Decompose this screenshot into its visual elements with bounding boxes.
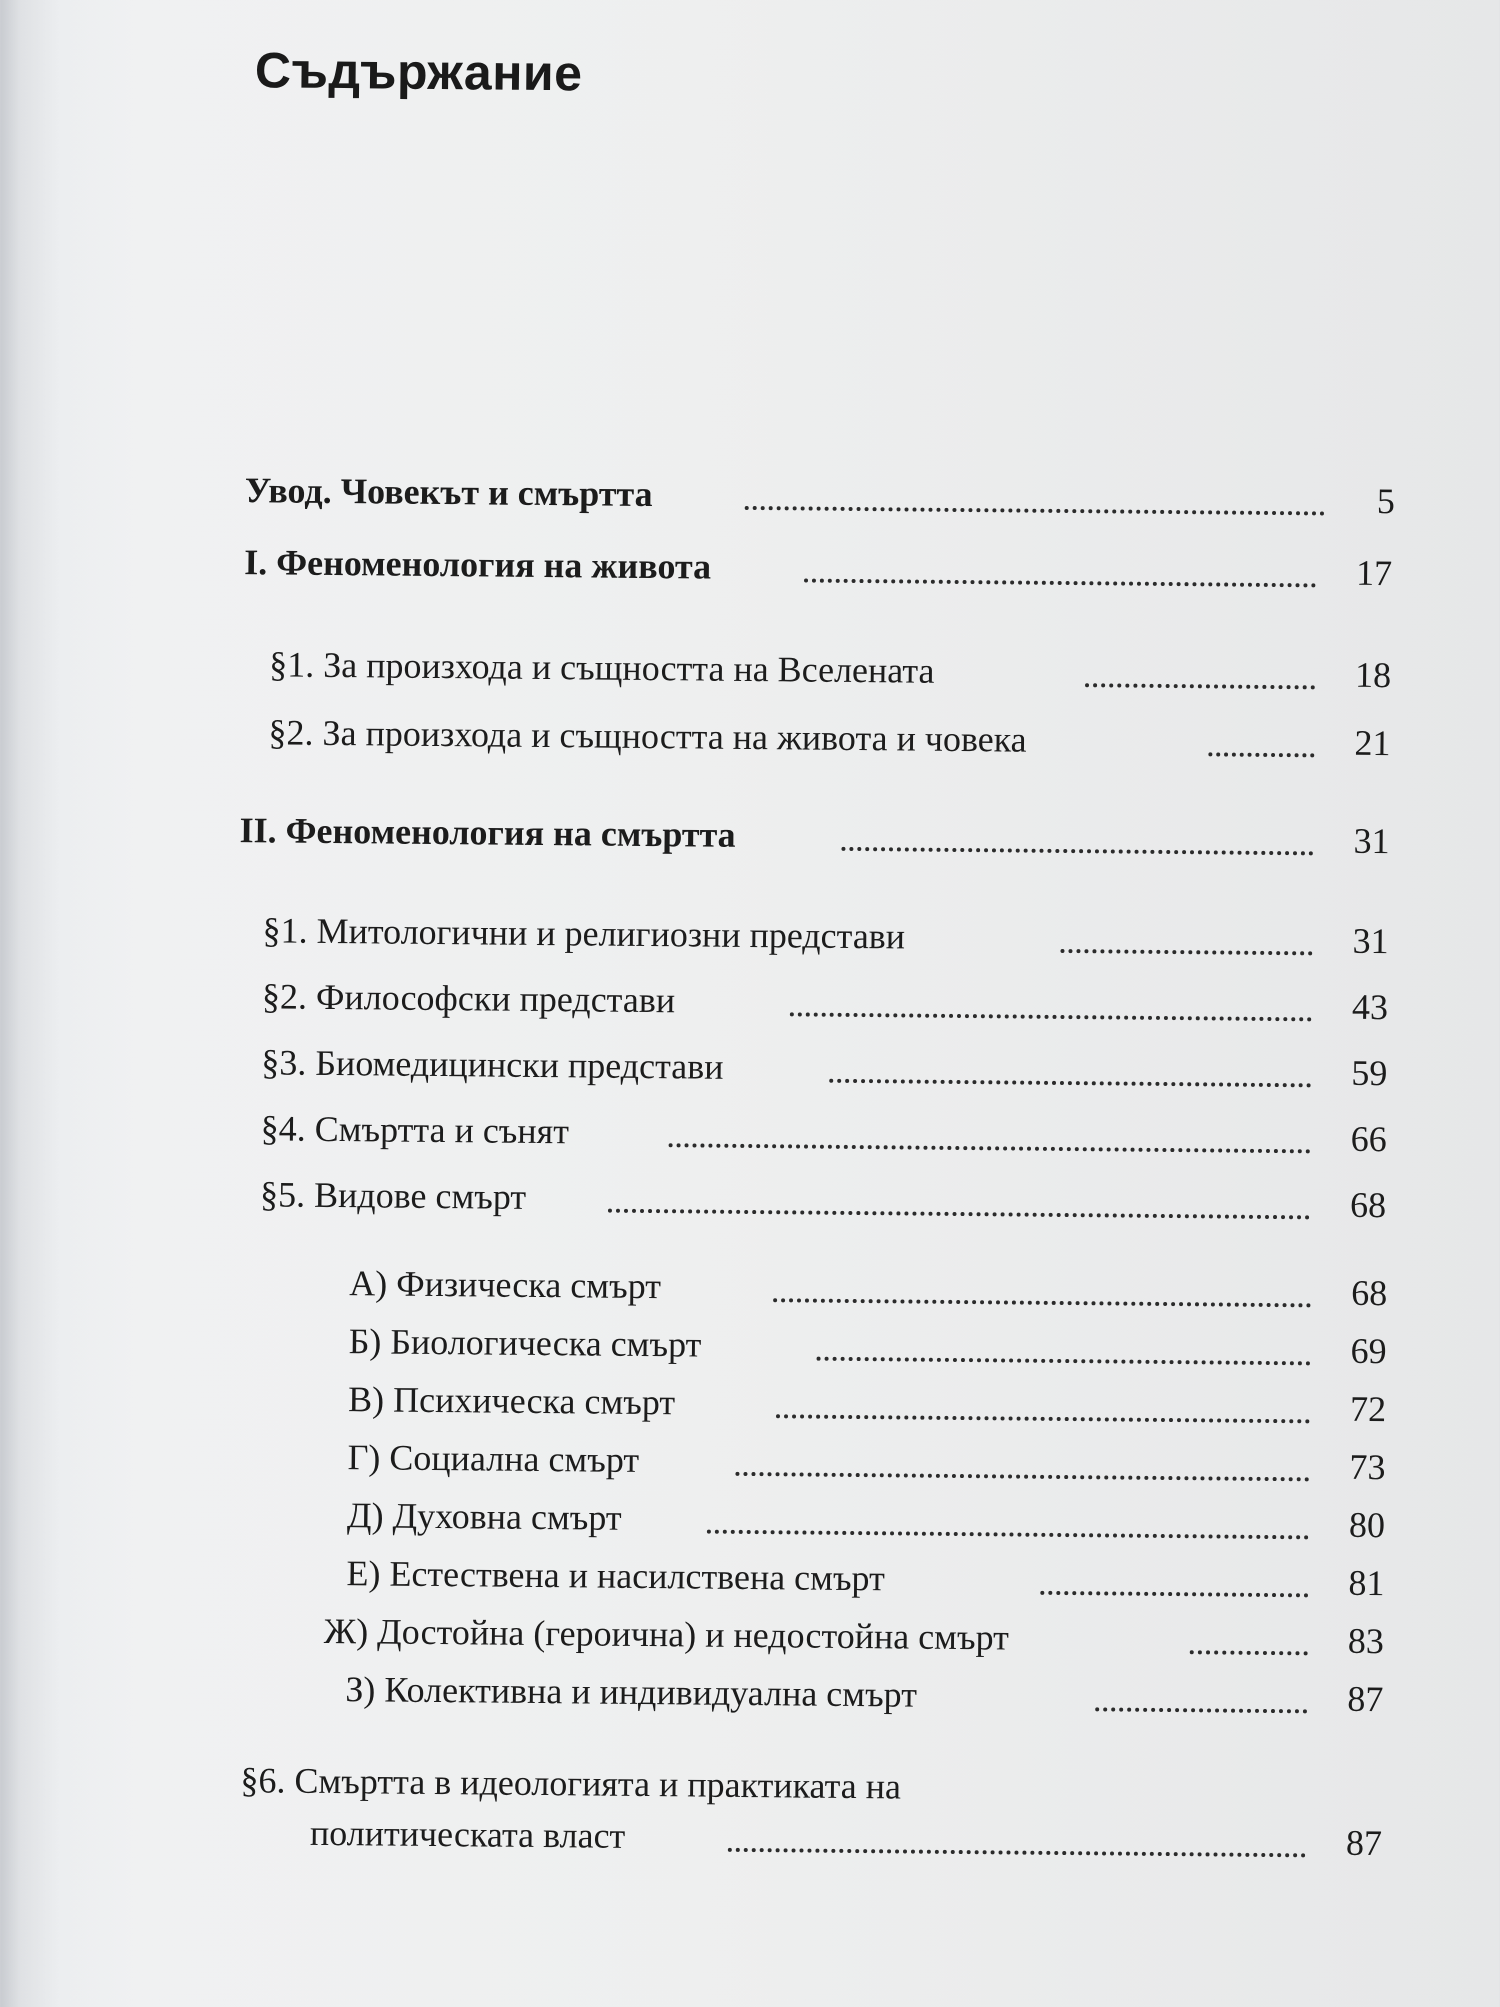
toc-entry-label: I. Феноменология на живота [243, 542, 712, 587]
toc-entry-page: 31 [1353, 820, 1390, 862]
leader-dots [669, 1143, 1311, 1153]
toc-entry-page: 18 [1354, 654, 1392, 696]
toc-entry-label: Ж) Достойна (героична) и недостойна смърт [323, 1610, 1010, 1658]
toc-entry-page: 5 [1376, 480, 1396, 522]
toc-entry-page: 73 [1349, 1446, 1386, 1488]
toc-entry-label: §3. Биомедицински представи [261, 1042, 724, 1087]
leader-dots [1208, 752, 1314, 757]
toc-entry-page: 31 [1352, 920, 1389, 962]
toc-entry-label: Д) Духовна смърт [346, 1495, 622, 1538]
toc-entry-label: Г) Социална смърт [347, 1437, 640, 1480]
toc-entry-2-6-line-1: §6. Смъртта в идеологията и практиката на [240, 1760, 902, 1807]
leader-dots [773, 1298, 1311, 1307]
leader-dots [1040, 1591, 1308, 1598]
leader-dots [1060, 949, 1312, 955]
toc-entry-2-5-z [0, 1657, 1494, 1725]
toc-entry-2-4 [0, 1097, 1499, 1165]
leader-dots [1095, 1707, 1307, 1713]
toc-entry-2-5-b [0, 1309, 1497, 1377]
leader-dots [790, 1012, 1312, 1021]
leader-dots [1085, 683, 1315, 689]
toc-entry-page: 69 [1350, 1330, 1387, 1372]
toc-entry-page: 83 [1347, 1620, 1385, 1662]
toc-entry-label: политическата власт [309, 1812, 626, 1856]
toc-entry-2-5-g [0, 1425, 1496, 1493]
leader-dots [608, 1209, 1310, 1220]
toc-entry-label: А) Физическа смърт [349, 1263, 662, 1307]
toc-entry-label: Е) Естествена и насилствена смърт [346, 1553, 886, 1599]
toc-entry-label: §1. Митологични и религиозни представи [262, 910, 906, 957]
toc-entry-page: 87 [1347, 1678, 1384, 1720]
toc-entry-part-2 [1, 799, 1500, 867]
leader-dots [829, 1079, 1311, 1088]
toc-entry-page: 21 [1354, 722, 1391, 764]
toc-entry-label: Б) Биологическа смърт [348, 1321, 702, 1365]
toc-entry-label: В) Психическа смърт [347, 1379, 676, 1423]
toc-entry-2-5-zh [0, 1599, 1494, 1667]
toc-entry-2-3 [0, 1031, 1500, 1099]
toc-entry-page: 81 [1348, 1562, 1385, 1604]
toc-entry-label: §1. За произхода и същността на Вселената [269, 644, 935, 691]
toc-entry-1-1 [3, 633, 1500, 701]
leader-dots [776, 1414, 1310, 1423]
toc-entry-intro [5, 459, 1500, 527]
toc-entry-page: 87 [1345, 1822, 1383, 1864]
toc-entry-label: §4. Смъртта и сънят [260, 1108, 570, 1152]
toc-entry-page: 68 [1351, 1272, 1388, 1314]
toc-entry-label: §2. За произхода и същността на живота и човека [268, 712, 1027, 760]
toc-entry-page: 66 [1350, 1118, 1387, 1160]
toc-entry-2-5-d [0, 1483, 1495, 1551]
leader-dots [841, 847, 1313, 856]
toc-entry-page: 43 [1351, 986, 1389, 1028]
toc-entry-2-1 [0, 899, 1500, 967]
toc-entry-part-1 [4, 531, 1500, 599]
toc-entry-1-2 [2, 701, 1500, 769]
toc-entry-2-5 [0, 1163, 1498, 1231]
toc-entry-2-5-a [0, 1251, 1497, 1319]
toc-entry-label: §5. Видове смърт [259, 1174, 527, 1217]
leader-dots [804, 578, 1316, 587]
toc-entry-2-5-v [0, 1367, 1496, 1435]
toc-entry-page: 17 [1355, 552, 1393, 594]
toc-entry-label: Увод. Човекът и смъртта [244, 470, 653, 515]
toc-entry-label: §2. Философски представи [261, 976, 676, 1021]
leader-dots [745, 506, 1325, 516]
toc-entry-label: II. Феноменология на смъртта [239, 810, 736, 855]
toc-entry-2-5-e [0, 1541, 1495, 1609]
page-title: Съдържание [254, 42, 583, 102]
toc-entry-page: 72 [1349, 1388, 1387, 1430]
leader-dots [707, 1530, 1309, 1540]
leader-dots [735, 1472, 1309, 1482]
toc-entry-page: 59 [1351, 1052, 1388, 1094]
leader-dots [817, 1357, 1311, 1366]
toc-entry-2-6 [0, 1801, 1492, 1869]
toc-entry-page: 80 [1348, 1504, 1386, 1546]
toc-entry-label: З) Колективна и индивидуална смърт [345, 1669, 918, 1715]
leader-dots [1190, 1650, 1308, 1655]
leader-dots [728, 1848, 1306, 1858]
toc-entry-2-2 [0, 965, 1500, 1033]
toc-entry-page: 68 [1349, 1184, 1387, 1226]
